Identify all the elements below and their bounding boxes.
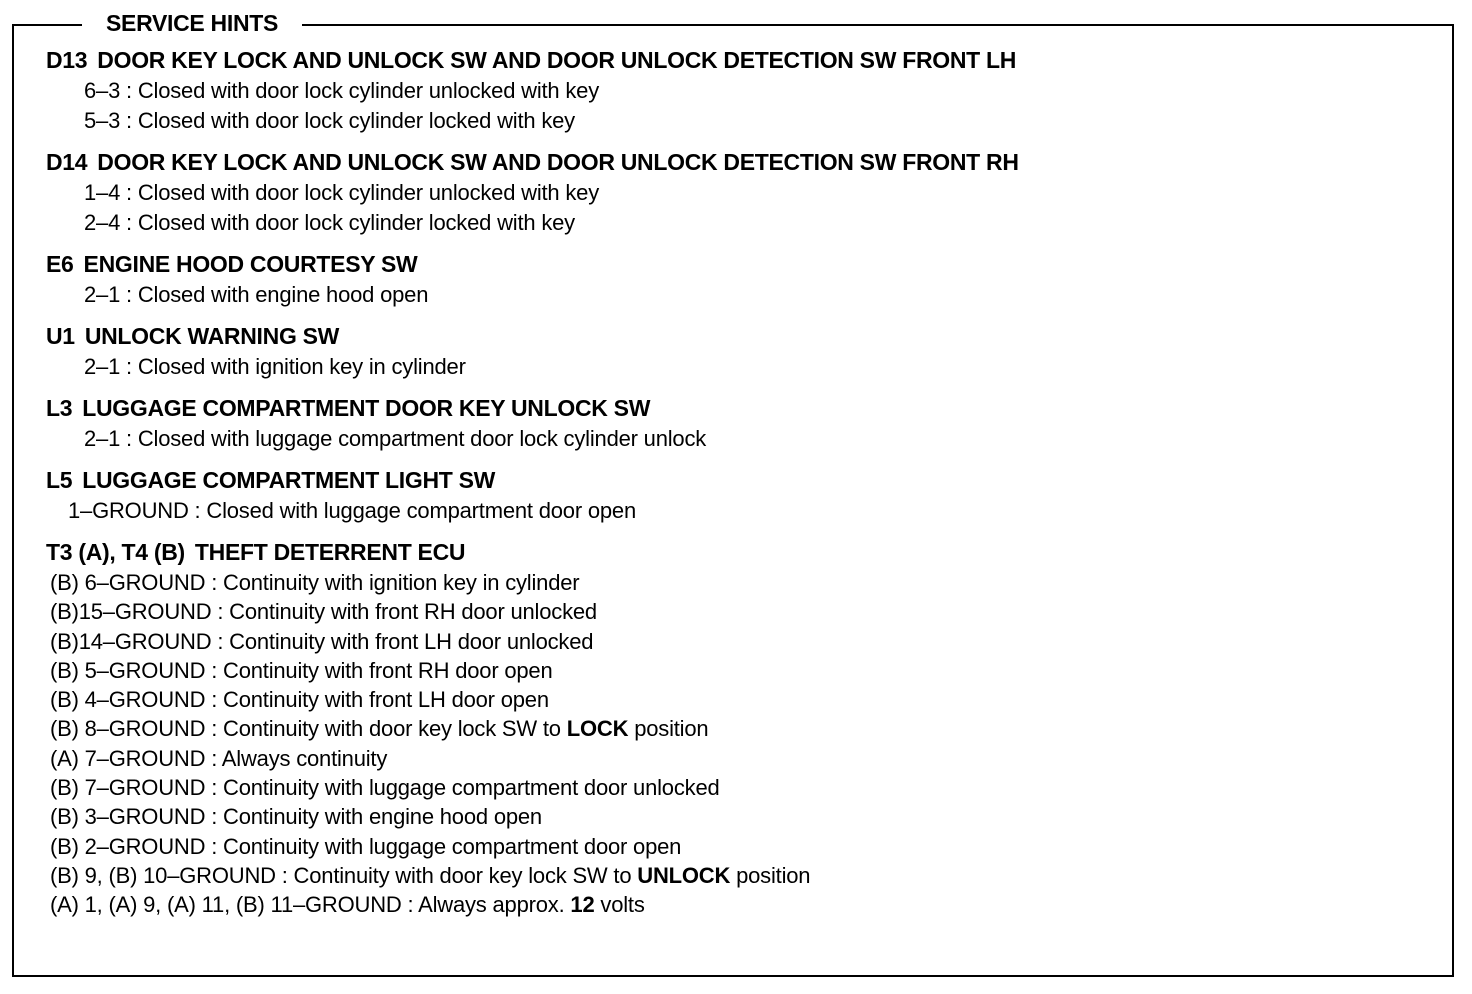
hint-line: 6–3 : Closed with door lock cylinder unlocked with key [84,78,600,103]
component-code: U1 [46,323,75,349]
component-name: THEFT DETERRENT ECU [194,539,466,565]
service-hints-content [46,44,1446,930]
hint-line: 2–1 : Closed with luggage compartment door lock cylinder unlock [84,426,707,451]
ecu-line: (B)14–GROUND : Continuity with front LH door unlocked [50,628,594,654]
ecu-line: (A) 7–GROUND : Always continuity [50,745,388,771]
hint-line: 1–GROUND : Closed with luggage compartment door open [68,498,637,523]
component-title [46,392,1446,424]
ecu-line-text: (A) 1, (A) 9, (A) 11, (B) 11–GROUND : Always approx. [50,892,571,918]
ecu-line-emphasis: UNLOCK [637,862,731,888]
ecu-line-emphasis: 12 [570,892,595,918]
component-u1 [46,320,1446,382]
ecu-line-text: (B) 8–GROUND : Continuity with door key lock SW to [50,716,567,742]
component-name: DOOR KEY LOCK AND UNLOCK SW AND DOOR UNLOCK DETECTION SW FRONT RH [97,149,1019,175]
component-title [46,536,1446,568]
component-title [46,44,1446,76]
component-title [46,146,1446,178]
component-name: ENGINE HOOD COURTESY SW [83,251,418,277]
component-code: L5 [46,467,73,493]
component-code: D14 [46,149,88,175]
component-e6 [46,248,1446,310]
component-title [46,464,1446,496]
component-l5 [46,464,1446,526]
section-title: SERVICE HINTS [82,8,302,38]
ecu-line-text: position [730,862,811,888]
ecu-line-text: (B) 9, (B) 10–GROUND : Continuity with door key lock SW to [50,862,638,888]
ecu-line: (B) 6–GROUND : Continuity with ignition key in cylinder [50,570,580,595]
ecu-line: (B) 5–GROUND : Continuity with front RH door open [50,657,553,683]
component-l3 [46,392,1446,454]
hint-line: 2–1 : Closed with engine hood open [84,282,429,307]
component-code: T3 (A), T4 (B) [46,539,185,565]
hint-line: 1–4 : Closed with door lock cylinder unlocked with key [84,180,600,205]
ecu-line [46,890,1446,919]
ecu-line: (B) 7–GROUND : Continuity with luggage compartment door unlocked [50,775,720,801]
ecu-line: (B) 4–GROUND : Continuity with front LH door open [50,687,549,713]
ecu-line-text: volts [594,892,645,918]
hint-line: 2–1 : Closed with ignition key in cylinder [84,354,466,379]
ecu-line-emphasis: LOCK [566,716,629,742]
component-d14 [46,146,1446,238]
component-theft-deterrent-ecu [46,536,1446,920]
component-code: L3 [46,395,73,421]
ecu-line-text: position [628,716,709,742]
component-name: DOOR KEY LOCK AND UNLOCK SW AND DOOR UNLOCK DETECTION SW FRONT LH [97,47,1017,73]
hint-line: 2–4 : Closed with door lock cylinder locked with key [84,210,575,235]
ecu-line [46,714,1446,743]
component-name: UNLOCK WARNING SW [84,323,340,349]
component-title [46,320,1446,352]
ecu-line: (B) 2–GROUND : Continuity with luggage compartment door open [50,833,682,859]
component-title [46,248,1446,280]
component-d13 [46,44,1446,136]
component-code: D13 [46,47,88,73]
ecu-line: (B)15–GROUND : Continuity with front RH door unlocked [50,599,597,625]
component-name: LUGGAGE COMPARTMENT DOOR KEY UNLOCK SW [82,395,651,421]
ecu-line [46,861,1446,890]
hint-line: 5–3 : Closed with door lock cylinder locked with key [84,108,575,133]
ecu-line: (B) 3–GROUND : Continuity with engine hood open [50,804,542,830]
component-name: LUGGAGE COMPARTMENT LIGHT SW [82,467,496,493]
component-code: E6 [46,251,74,277]
